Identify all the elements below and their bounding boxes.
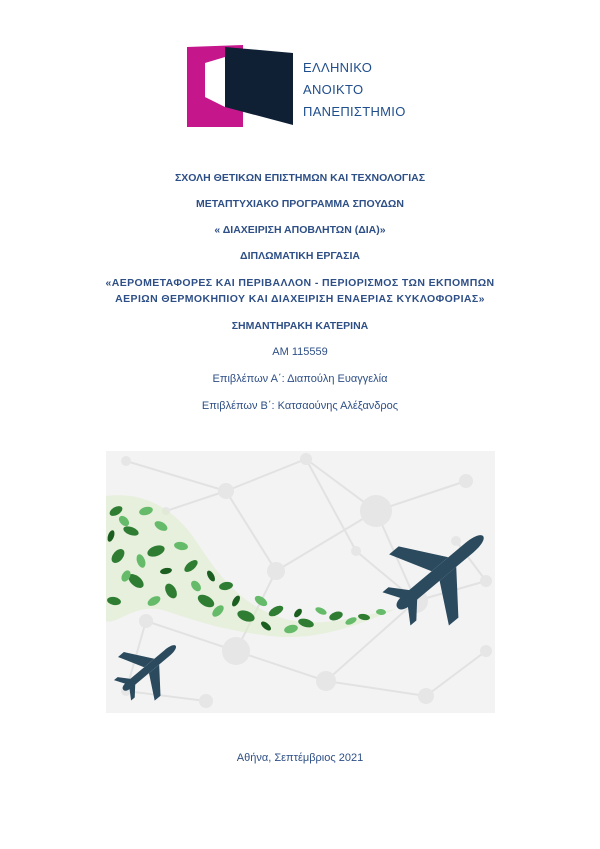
thesis-title-line-2: ΑΕΡΙΩΝ ΘΕΡΜΟΚΗΠΙΟΥ ΚΑΙ ΔΙΑΧΕΙΡΙΣΗ ΕΝΑΕΡΙΑΣ ΚΥΚΛΟΦΟΡΙΑΣ»	[115, 293, 485, 305]
logo-line-2: ΑΝΟΙΚΤΟ	[303, 82, 364, 97]
logo-line-1: ΕΛΛΗΝΙΚΟ	[303, 60, 373, 75]
place-date: Αθήνα, Σεπτέμβριος 2021	[236, 752, 364, 764]
small-airplane-icon	[106, 624, 194, 712]
program-name: ΜΕΤΑΠΤΥΧΙΑΚΟ ΠΡΟΓΡΑΜΜΑ ΣΠΟΥΔΩΝ	[196, 198, 404, 210]
supervisor-a: Επιβλέπων Α΄: Διαπούλη Ευαγγελία	[212, 373, 388, 385]
author-name: ΣΗΜΑΝΤΗΡΑΚΗ ΚΑΤΕΡΙΝΑ	[231, 320, 369, 332]
document-type: ΔΙΠΛΩΜΑΤΙΚΗ ΕΡΓΑΣΙΑ	[240, 250, 360, 262]
university-logo	[187, 45, 417, 130]
supervisor-b: Επιβλέπων Β΄: Κατσαούνης Αλέξανδρος	[201, 400, 399, 412]
specialization-name: « ΔΙΑΧΕΙΡΙΣΗ ΑΠΟΒΛΗΤΩΝ (ΔΙΑ)»	[214, 224, 386, 236]
school-name: ΣΧΟΛΗ ΘΕΤΙΚΩΝ ΕΠΙΣΤΗΜΩΝ ΚΑΙ ΤΕΧΝΟΛΟΓΙΑΣ	[174, 172, 426, 184]
logo-emblem-icon	[187, 45, 297, 130]
logo-line-3: ΠΑΝΕΠΙΣΤΗΜΙΟ	[303, 104, 406, 119]
logo-wordmark	[303, 57, 406, 123]
cover-illustration	[106, 451, 495, 713]
airplanes-leaves-illustration	[106, 451, 495, 713]
thesis-title-line-1: «ΑΕΡΟΜΕΤΑΦΟΡΕΣ ΚΑΙ ΠΕΡΙΒΑΛΛΟΝ - ΠΕΡΙΟΡΙΣΜΟΣ ΤΩΝ ΕΚΠΟΜΠΩΝ	[105, 277, 495, 289]
student-id: ΑΜ 115559	[272, 346, 328, 358]
